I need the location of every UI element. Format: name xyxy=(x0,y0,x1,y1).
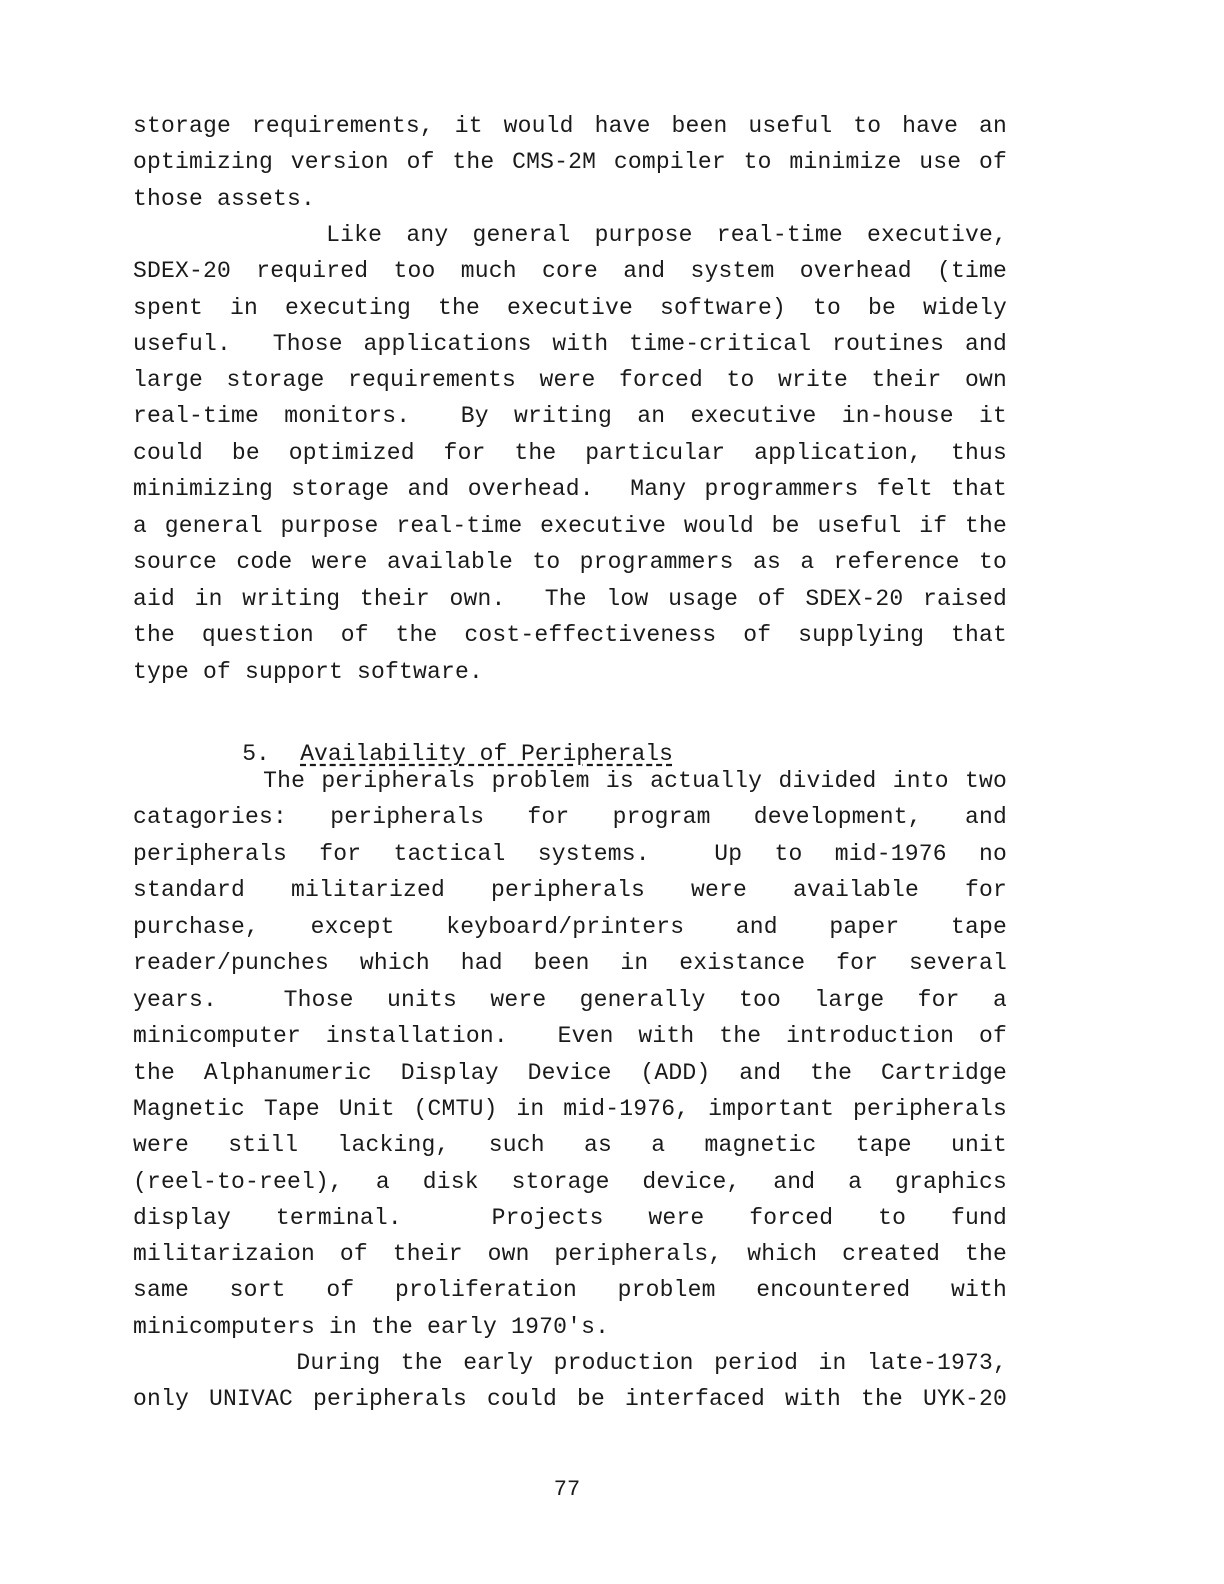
text-line: the question of the cost-effectiveness of supplying that xyxy=(133,622,1007,648)
text-line: Magnetic Tape Unit (CMTU) in mid-1976, important peripherals xyxy=(133,1096,1007,1122)
text-line: spent in executing the executive software) to be widely xyxy=(133,295,1007,321)
text-line: storage requirements, it would have been useful to have an xyxy=(133,113,1007,139)
text-line: those assets. xyxy=(133,186,316,212)
text-line: were still lacking, such as a magnetic tape unit xyxy=(133,1132,1007,1158)
text-line: reader/punches which had been in existance for several xyxy=(133,950,1007,976)
text-line: minimizing storage and overhead. Many programmers felt that xyxy=(133,476,1007,502)
text-line: peripherals for tactical systems. Up to mid-1976 no xyxy=(133,841,1007,867)
text-line: optimizing version of the CMS-2M compiler to minimize use of xyxy=(133,149,1007,175)
text-line: purchase, except keyboard/printers and paper tape xyxy=(133,914,1007,940)
text-line: only UNIVAC peripherals could be interfaced with the UYK-20 xyxy=(133,1386,1007,1412)
text-line: During the early production period in late-1973, xyxy=(133,1350,1007,1376)
text-line: display terminal. Projects were forced to fund xyxy=(133,1205,1007,1231)
text-line: The peripherals problem is actually divided into two xyxy=(133,768,1007,794)
text-line: standard militarized peripherals were available for xyxy=(133,877,1007,903)
text-line: real-time monitors. By writing an executive in-house it xyxy=(133,403,1007,429)
text-line: type of support software. xyxy=(133,659,484,685)
text-line: a general purpose real-time executive would be useful if the xyxy=(133,513,1007,539)
text-line: SDEX-20 required too much core and system overhead (time xyxy=(133,258,1007,284)
text-line: Like any general purpose real-time executive, xyxy=(133,222,1007,248)
text-line: source code were available to programmers as a reference to xyxy=(133,549,1007,575)
text-line: (reel-to-reel), a disk storage device, and a graphics xyxy=(133,1169,1007,1195)
text-line: useful. Those applications with time-critical routines and xyxy=(133,331,1007,357)
section-title: Availability of Peripherals xyxy=(300,741,673,767)
text-line: the Alphanumeric Display Device (ADD) and the Cartridge xyxy=(133,1060,1007,1086)
text-line: same sort of proliferation problem encountered with xyxy=(133,1277,1007,1303)
text-line: militarizaion of their own peripherals, which created the xyxy=(133,1241,1007,1267)
text-line: aid in writing their own. The low usage of SDEX-20 raised xyxy=(133,586,1007,612)
page-number: 77 xyxy=(553,1477,581,1502)
text-line: catagories: peripherals for program development, and xyxy=(133,804,1007,830)
text-line: minicomputers in the early 1970's. xyxy=(133,1314,610,1340)
text-line: could be optimized for the particular application, thus xyxy=(133,440,1007,466)
section-number: 5. xyxy=(242,741,270,767)
text-line: large storage requirements were forced to write their own xyxy=(133,367,1007,393)
text-line: minicomputer installation. Even with the introduction of xyxy=(133,1023,1007,1049)
text-line: years. Those units were generally too large for a xyxy=(133,987,1007,1013)
